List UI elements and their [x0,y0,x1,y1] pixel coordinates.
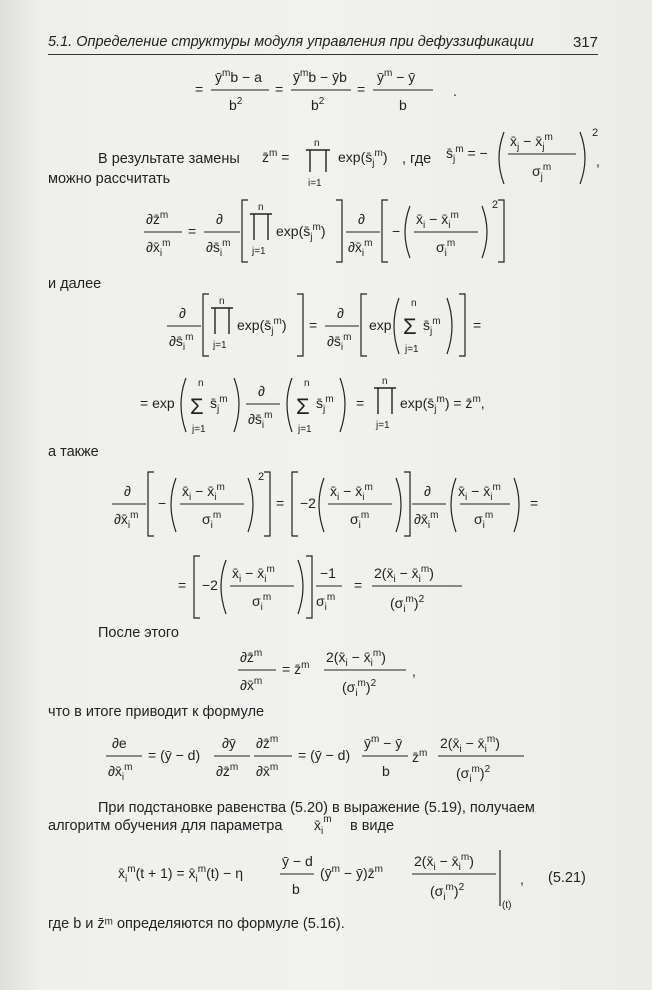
svg-text:ȳm − ȳ: $ȳ^m$ − ȳ [377,68,416,85]
svg-text:=: = [276,495,285,511]
svg-text:σim: $\sigma_i^m$ [350,510,370,531]
svg-text:−: − [158,495,167,511]
formula-derivative-y-b [195,62,475,125]
svg-text:x̄i − x̄im: $x̄_i$ − $x̄_i^m$ [458,482,501,503]
svg-text:(σim)2: $(\sigma_i^m)^2$ [456,764,491,785]
para-leads-to-formula: что в итоге приводит к формуле [48,704,265,720]
formula-de-dx [104,726,534,791]
para-substitution-line1: При подстановке равенства (5.20) в выражение (5.19), получаем [98,800,535,816]
svg-text:(ȳm − ȳ)z̄m: ($ȳ^m$ − ȳ)z̄$^m$ [320,864,383,881]
svg-text:n: n [304,378,310,389]
svg-text:∂x̄im: $\partial x̄_i^m$ [114,510,139,531]
svg-text:x̄im(t + 1) = x̄im(t) − η: $x̄_i^m(t + 1)$ = $x̄_i^m(t) - \eta$ [118,864,244,885]
svg-text:(σim)2: $(\sigma_i^m)^2$ [390,594,425,615]
svg-text:=: = [309,317,318,333]
svg-text:∂ȳ: ∂ȳ [222,735,236,751]
svg-text:i=1: i=1 [308,178,322,189]
svg-text:= (ȳ − d): = (ȳ − d) [298,747,351,763]
svg-text:2: 2 [492,199,499,211]
svg-text:ȳmb − a: $ȳ^mb - a$ [215,68,262,85]
svg-text:2(x̄i − x̄im): $2(x̄_i$ − $x̄_i^m$) [374,564,434,585]
svg-text:exp(s̄jm): $\exp(s̄_j^m)$ [237,316,287,337]
svg-text:,: , [520,871,524,887]
para-substitution-cont: можно рассчитать [48,171,171,187]
svg-text:2(x̄i − x̄im): $2(x̄_i$ − $x̄_i^m$) [414,852,474,873]
svg-text:(σim)2: $(\sigma_i^m)^2$ [430,882,465,903]
running-title: 5.1. Определение структуры модуля управления при дефуззификации [48,34,534,50]
para-substitution-line2b: в виде [350,818,395,834]
svg-text:b2: $b^2$ [311,96,325,113]
svg-text:s̄jm = −: $s̄_j^m$ = − [446,144,488,165]
running-header [48,34,598,55]
svg-text:σim: $\sigma_i^m$ [316,592,336,613]
svg-text:2: 2 [258,471,265,483]
svg-text:σim: $\sigma_i^m$ [202,510,222,531]
page-number: 317 [572,34,598,51]
formula-sjm-definition [446,126,606,193]
svg-text:(σim)2: $(\sigma_i^m)^2$ [342,678,377,699]
svg-text:∂z̄m: ∂z̄$^m$ [240,648,263,665]
svg-text:ȳmb − ȳb: $ȳ^mb$ − ȳb [293,68,347,85]
svg-text:n: n [314,138,320,149]
svg-text:Σ: Σ [190,394,204,419]
svg-text:=: = [356,395,365,411]
svg-text:∂x̄im: $\partial x̄_i^m$ [414,510,439,531]
para-after-this: После этого [98,625,179,641]
svg-text:= z̄m: = z̄$^m$ [282,660,310,677]
svg-text:∂z̄m: ∂z̄$^m$ [256,734,279,751]
para-where-b-zm: где b и z̄ᵐ определяются по формуле (5.16). [48,916,345,932]
svg-text:2(x̄i − x̄im): $2(x̄_i$ − $x̄_i^m$) [326,648,386,669]
svg-text:(t): (t) [502,900,512,911]
svg-text:∂x̄im: $\partial x̄_i^m$ [108,762,133,783]
svg-text:n: n [198,378,204,389]
svg-text:exp(s̄jm): $\exp(s̄_j^m)$ [338,148,388,169]
para-substitution-lead: В результате замены [98,151,240,167]
svg-text:Σ: Σ [296,394,310,419]
svg-text:,: , [596,153,600,169]
svg-text:=: = [178,577,187,593]
para-and-further: и далее [48,276,102,292]
svg-text:2: 2 [592,127,599,139]
svg-text:ȳ − d: ȳ − d [282,853,313,869]
svg-text:∂x̄im: $\partial x̄_i^m$ [146,238,171,259]
svg-text:∂: ∂ [258,383,265,399]
equation-number: (5.21) [548,870,586,886]
svg-text:n: n [219,296,225,307]
formula-param-xim [312,808,342,841]
svg-text:x̄i − x̄im: $x̄_i$ − $x̄_i^m$ [232,564,275,585]
formula-d-dx-square [110,466,540,549]
svg-text:−: − [392,223,401,239]
svg-text:j=1: j=1 [213,340,227,351]
formula-dz-dxm [236,642,426,705]
formula-exp-sum-result [140,370,510,443]
svg-text:ȳm − ȳ: $ȳ^m$ − ȳ [364,734,403,751]
svg-text:=: = [275,81,284,97]
svg-text:n: n [411,298,417,309]
formula-derivative-result [178,550,468,627]
svg-text:∂z̄m: ∂z̄$^m$ [216,762,239,779]
svg-text:=: = [195,81,204,97]
svg-text:x̄im: $x̄_i^m$ [314,814,332,837]
svg-text:= exp: = exp [140,395,175,411]
svg-text:exp: exp [369,317,392,333]
svg-text:−2: −2 [300,495,316,511]
svg-text:=: = [473,317,482,333]
svg-text:x̄j − x̄jm: $x̄_j$ − $x̄_j^m$ [510,132,553,153]
svg-text:x̄i − x̄im: $x̄_i$ − $x̄_i^m$ [182,482,225,503]
svg-text:∂x̄im: $\partial x̄_i^m$ [348,238,373,259]
svg-text:s̄jm: $s̄_j^m$ [423,316,441,337]
svg-text:=: = [357,81,366,97]
svg-text:j=1: j=1 [376,420,390,431]
svg-text:∂s̄im: $\partial s̄_i^m$ [206,238,231,259]
para-substitution-where: , где [402,151,432,167]
svg-text:∂s̄im: $\partial s̄_i^m$ [248,410,273,431]
svg-text:σjm: $\sigma_j^m$ [532,162,552,183]
svg-text:s̄jm: $s̄_j^m$ [316,394,334,415]
svg-text:z̄m =: z̄$^m$ = [262,148,290,165]
svg-text:∂s̄im: $\partial s̄_i^m$ [169,332,194,353]
formula-dz-dx-chain [142,196,512,275]
svg-text:σim: $\sigma_i^m$ [252,592,272,613]
svg-text:=: = [354,577,363,593]
svg-text:exp(s̄jm) = z̄m,: $\exp(s̄_j^m)$ = z̄$^m$, [400,394,485,415]
svg-text:b2: $b^2$ [229,96,243,113]
svg-text:∂: ∂ [124,483,131,499]
svg-text:2(x̄i − x̄im): $2(x̄_i$ − $x̄_i^m$) [440,734,500,755]
svg-text:∂x̄m: ∂x̄$^m$ [256,762,279,779]
svg-text:z̄m: z̄$^m$ [412,748,428,765]
formula-update-rule [118,844,528,917]
svg-text:j=1: j=1 [405,344,419,355]
svg-text:∂z̄m: ∂z̄$^m$ [146,210,169,227]
svg-text:σim: $\sigma_i^m$ [474,510,494,531]
svg-text:n: n [382,376,388,387]
svg-text:x̄i − x̄im: $x̄_i$ − $x̄_i^m$ [330,482,373,503]
svg-text:∂: ∂ [216,211,223,227]
svg-text:x̄i − x̄im: $x̄_i$ − $x̄_i^m$ [416,210,459,231]
svg-text:∂: ∂ [358,211,365,227]
svg-text:j=1: j=1 [298,424,312,435]
svg-text:−2: −2 [202,577,218,593]
svg-text:n: n [258,202,264,213]
svg-text:,: , [412,663,416,679]
svg-text:σim: $\sigma_i^m$ [436,238,456,259]
svg-text:s̄jm: $s̄_j^m$ [210,394,228,415]
svg-text:∂: ∂ [179,305,186,321]
svg-text:∂x̄m: ∂x̄$^m$ [240,676,263,693]
para-also: а также [48,444,99,460]
svg-text:−1: −1 [320,565,336,581]
svg-text:∂s̄im: $\partial s̄_i^m$ [327,332,352,353]
svg-text:exp(s̄jm): $\exp(s̄_j^m)$ [276,222,326,243]
svg-text:b: b [399,97,407,113]
svg-text:∂: ∂ [424,483,431,499]
para-substitution-line2a: алгоритм обучения для параметра [48,818,283,834]
svg-text:=: = [188,223,197,239]
svg-text:j=1: j=1 [252,246,266,257]
formula-zm-product [262,132,412,195]
svg-text:b: b [382,763,390,779]
svg-text:=: = [530,495,539,511]
formula-d-ds-product [165,290,495,367]
svg-text:.: . [453,83,457,99]
svg-text:b: b [292,881,300,897]
svg-text:j=1: j=1 [192,424,206,435]
svg-text:= (ȳ − d): = (ȳ − d) [148,747,201,763]
svg-text:∂: ∂ [337,305,344,321]
svg-text:∂e: ∂e [112,735,127,751]
svg-text:Σ: Σ [403,314,417,339]
